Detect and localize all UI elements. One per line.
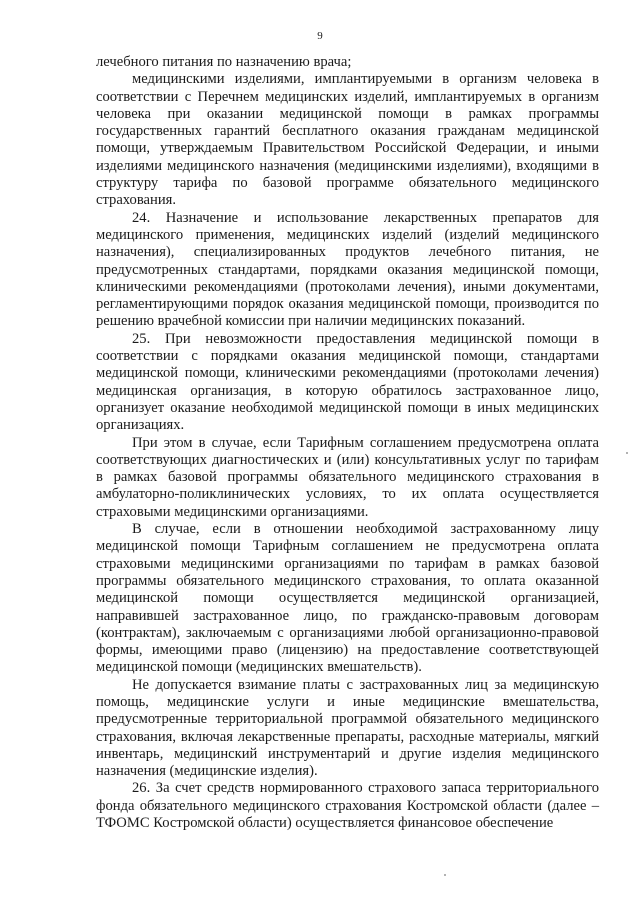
scan-speck xyxy=(444,874,446,876)
paragraph-item-25: 25. При невозможности предоставления медицинской помощи в соответствии с порядками оказания медицинской помощи, стандартами медицинской помощи, клиническими рекомендациями (протоколами лечения) медицинская организация, в которую обратилось застрахованное лицо, организует оказание необходимой медицинской помощи в иных медицинских организациях. xyxy=(96,330,599,434)
paragraph-no-fees: Не допускается взимание платы с застрахованных лиц за медицинскую помощь, медицинские услуги и иные медицинские вмешательства, предусмотренные территориальной программой обязательного медицинского страхования, включая лекарственные препараты, расходные материалы, мягкий инвентарь, медицинский инструментарий и другие изделия медицинского назначения (медицинские изделия). xyxy=(96,676,599,780)
paragraph-tariff-agreement: При этом в случае, если Тарифным соглашением предусмотрена оплата соответствующих диагностических и (или) консультативных услуг по тарифам в рамках базовой программы обязательного медицинского страхования в амбулаторно-поликлинических условиях, то их оплата осуществляется страховыми медицинскими организациями. xyxy=(96,434,599,520)
paragraph-item-24: 24. Назначение и использование лекарственных препаратов для медицинского применения, медицинских изделий (изделий медицинского назначения), специализированных продуктов лечебного питания, не предусмотренных стандартами, порядками оказания медицинской помощи, клиническими рекомендациями (протоколами лечения), иными документами, регламентирующими порядок оказания медицинской помощи, производится по решению врачебной комиссии при наличии медицинских показаний. xyxy=(96,209,599,330)
paragraph-continuation: лечебного питания по назначению врача; xyxy=(96,54,352,70)
document-body xyxy=(96,54,599,832)
page-number: 9 xyxy=(317,30,323,42)
scan-speck xyxy=(626,452,628,454)
paragraph-item-26: 26. За счет средств нормированного страхового запаса территориального фонда обязательного медицинского страхования Костромской области (далее – ТФОМС Костромской области) осуществляется финансовое обеспечение xyxy=(96,780,599,832)
paragraph-payment-case: В случае, если в отношении необходимой застрахованному лицу медицинской помощи Тарифным соглашением не предусмотрена оплата страховыми медицинскими организациями по тарифам в рамках базовой программы обязательного медицинского страхования, то оплата оказанной медицинской помощи осуществляется медицинской организацией, направившей застрахованное лицо, по гражданско-правовым договорам (контрактам), заключаемым с организациями любой организационно-правовой формы, имеющими право (лицензию) на предоставление соответствующей медицинской помощи (медицинских вмешательств). xyxy=(96,521,599,676)
paragraph-medical-devices: медицинскими изделиями, имплантируемыми в организм человека в соответствии с Перечнем медицинских изделий, имплантируемых в организм человека при оказании медицинской помощи в рамках программы государственных гарантий бесплатного оказания гражданам медицинской помощи, утверждаемым Правительством Российской Федерации, и иными изделиями медицинского назначения (медицинскими изделиями), входящими в структуру тарифа по базовой программе обязательного медицинского страхования. xyxy=(96,71,599,209)
